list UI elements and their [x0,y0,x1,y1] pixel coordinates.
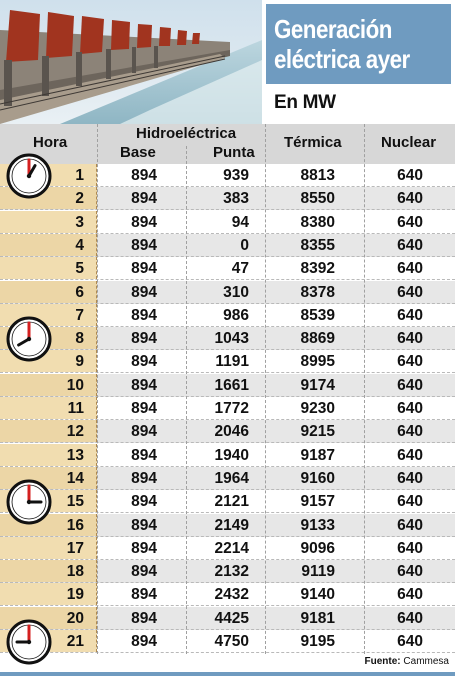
thermal-value: 9160 [300,469,335,487]
hydro-base-value: 894 [131,469,157,487]
nuclear-value: 640 [397,446,423,464]
header-hora: Hora [33,134,68,151]
hydro-base-value: 894 [131,167,157,184]
thermal-value: 8995 [300,353,335,371]
table-row [0,281,455,304]
hour-value: 21 [66,633,84,650]
thermal-value: 9230 [300,400,335,417]
hydro-peak-value: 2046 [214,423,249,441]
hydro-base-value: 894 [131,493,157,511]
hydro-peak-value: 1043 [214,330,249,348]
hour-value: 8 [75,330,84,348]
hydro-base-value: 894 [131,260,157,278]
nuclear-value: 640 [397,236,423,254]
hydro-peak-value: 4750 [214,633,249,650]
hydro-base-value: 894 [131,446,157,464]
table-row [0,537,455,560]
thermal-value: 8355 [300,236,335,254]
hour-value: 2 [75,190,84,208]
hydro-peak-value: 0 [240,236,249,254]
hour-value: 20 [66,609,84,627]
page-title: Generación eléctrica ayer [274,14,410,74]
nuclear-value: 640 [397,469,423,487]
hydro-peak-value: 4425 [214,609,249,627]
table-row [0,467,455,490]
clock-icon [6,619,52,665]
hydro-base-value: 894 [131,306,157,324]
thermal-value: 8392 [300,260,335,278]
nuclear-value: 640 [397,563,423,581]
table-row [0,420,455,443]
thermal-value: 9187 [300,446,335,464]
thermal-value: 9181 [300,609,335,627]
hydro-base-value: 894 [131,516,157,534]
nuclear-value: 640 [397,609,423,627]
hydro-peak-value: 2149 [214,516,249,534]
thermal-value: 9096 [300,539,335,557]
nuclear-value: 640 [397,260,423,278]
nuclear-value: 640 [397,493,423,511]
nuclear-value: 640 [397,516,423,534]
hour-value: 18 [66,563,84,581]
clock-icon [6,479,52,525]
hydro-peak-value: 2432 [214,586,249,604]
source-label: Fuente: [364,656,401,667]
hour-value: 9 [75,353,84,371]
table-row [0,187,455,210]
thermal-value: 8813 [300,167,335,184]
hydro-peak-value: 1772 [214,400,249,417]
table-header [0,124,455,164]
hydro-base-value: 894 [131,376,157,394]
hydro-peak-value: 986 [223,306,249,324]
dam-photo [0,0,262,124]
table-row [0,630,455,653]
thermal-value: 9215 [300,423,335,441]
nuclear-value: 640 [397,423,423,441]
hour-value: 4 [75,236,84,254]
hydro-peak-value: 94 [231,213,249,231]
thermal-value: 9195 [300,633,335,650]
nuclear-value: 640 [397,167,423,184]
hour-value: 6 [75,283,84,301]
table-row [0,211,455,234]
header-termica: Térmica [284,134,342,151]
hour-value: 7 [75,306,84,324]
table-row [0,607,455,630]
hydro-peak-value: 1964 [214,469,249,487]
table-row [0,490,455,513]
clock-icon [6,153,52,199]
column-divider [97,124,98,654]
nuclear-value: 640 [397,400,423,417]
thermal-value: 8380 [300,213,335,231]
hydro-peak-value: 1191 [215,353,249,371]
nuclear-value: 640 [397,633,423,650]
hydro-base-value: 894 [131,633,157,650]
thermal-value: 9157 [300,493,335,511]
hydro-peak-value: 939 [223,167,249,184]
hydro-peak-value: 2214 [214,539,249,557]
hydro-peak-value: 1661 [214,376,249,394]
unit-subtitle: En MW [274,92,336,113]
table-row [0,560,455,583]
hydro-peak-value: 47 [231,260,249,278]
hour-value: 12 [66,423,84,441]
header-nuclear: Nuclear [381,134,437,151]
thermal-value: 9119 [301,563,335,581]
nuclear-value: 640 [397,190,423,208]
thermal-value: 8869 [300,330,335,348]
table-row [0,234,455,257]
hydro-base-value: 894 [131,283,157,301]
column-divider [186,146,187,654]
hour-value: 3 [75,213,84,231]
hydro-base-value: 894 [131,190,157,208]
nuclear-value: 640 [397,586,423,604]
hour-value: 16 [66,516,84,534]
hydro-peak-value: 310 [223,283,249,301]
hydro-peak-value: 1940 [214,446,249,464]
nuclear-value: 640 [397,213,423,231]
source-note [365,656,449,667]
table-row [0,327,455,350]
column-divider [265,124,266,654]
hour-value: 14 [66,469,84,487]
thermal-value: 8378 [300,283,335,301]
hour-value: 17 [66,539,84,557]
table-row [0,374,455,397]
table-row [0,257,455,280]
header-base: Base [120,144,156,161]
header-punta: Punta [213,144,255,161]
hour-value: 15 [66,493,84,511]
nuclear-value: 640 [397,330,423,348]
hour-value: 19 [66,586,84,604]
hydro-base-value: 894 [131,213,157,231]
hydro-peak-value: 2121 [214,493,249,511]
hour-value: 11 [67,400,84,417]
hydro-base-value: 894 [131,236,157,254]
table-row [0,397,455,420]
hour-value: 1 [75,167,84,184]
table-row [0,304,455,327]
nuclear-value: 640 [397,283,423,301]
thermal-value: 9140 [300,586,335,604]
nuclear-value: 640 [397,376,423,394]
clock-icon [6,316,52,362]
hydro-base-value: 894 [131,539,157,557]
hydro-base-value: 894 [131,400,157,417]
thermal-value: 9133 [300,516,335,534]
hydro-base-value: 894 [131,330,157,348]
hour-value: 10 [66,376,84,394]
table-row [0,164,455,187]
hour-value: 5 [75,260,84,278]
hydro-base-value: 894 [131,423,157,441]
header-hidroelectrica: Hidroeléctrica [136,125,237,142]
hydro-base-value: 894 [131,586,157,604]
nuclear-value: 640 [397,539,423,557]
thermal-value: 8539 [300,306,335,324]
source-name: Cammesa [403,656,449,667]
hydro-base-value: 894 [131,563,157,581]
hydro-peak-value: 2132 [214,563,249,581]
thermal-value: 8550 [300,190,335,208]
hydro-base-value: 894 [131,609,157,627]
nuclear-value: 640 [397,306,423,324]
hydro-base-value: 894 [131,353,157,371]
column-divider [364,124,365,654]
thermal-value: 9174 [300,376,335,394]
footer-rule [0,672,455,676]
nuclear-value: 640 [397,353,423,371]
table-row [0,583,455,606]
hour-value: 13 [66,446,84,464]
hydro-peak-value: 383 [223,190,249,208]
table-row [0,444,455,467]
table-row [0,514,455,537]
table-row [0,350,455,373]
